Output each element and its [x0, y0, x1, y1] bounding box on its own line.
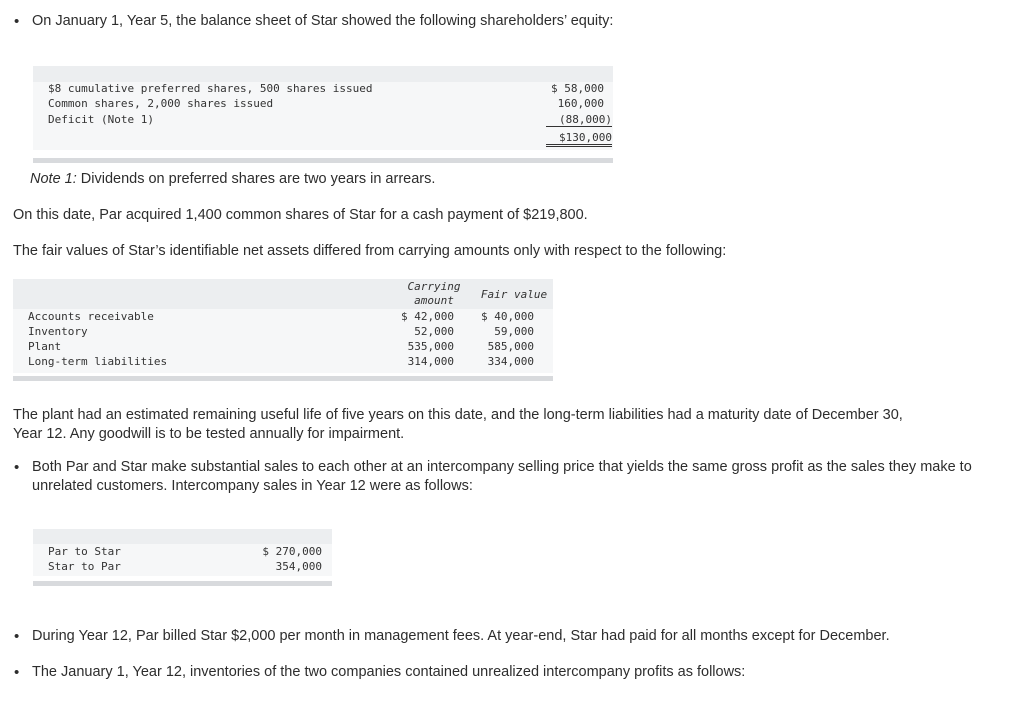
fair-value-intro: The fair values of Star’s identifiable net assets differed from carrying amounts only with respect to the following:	[13, 243, 727, 259]
inventory-bullet	[14, 663, 982, 682]
fv-fair: 334,000	[487, 355, 534, 368]
table-bottom-bar	[33, 581, 332, 586]
carrying-header-2: amount	[414, 294, 454, 307]
fv-fair: $ 40,000	[481, 310, 534, 323]
fv-row-label: Accounts receivable	[28, 310, 154, 323]
fv-row-label: Long-term liabilities	[28, 355, 168, 368]
sales-row-label: Par to Star	[48, 545, 121, 558]
intro-bullet	[14, 12, 992, 31]
note-label: Note 1:	[30, 171, 77, 187]
fv-fair: 585,000	[487, 340, 534, 353]
equity-total: $130,000	[546, 131, 612, 147]
carrying-header-1: Carrying	[407, 280, 461, 293]
table-header-band	[33, 529, 332, 544]
fv-row-label: Plant	[28, 340, 62, 353]
bullet-dot: •	[14, 459, 20, 476]
equity-row-amount: 160,000	[557, 97, 604, 110]
intro-text: On January 1, Year 5, the balance sheet of Star showed the following shareholders’ equity:	[32, 13, 614, 29]
fv-fair: 59,000	[494, 325, 534, 338]
inventory-text: The January 1, Year 12, inventories of the two companies contained unrealized intercompany profits as follows:	[32, 664, 746, 680]
sales-row-amount: 354,000	[275, 560, 322, 573]
sales-row-amount: $ 270,000	[262, 545, 322, 558]
fv-carrying: 314,000	[407, 355, 454, 368]
table-header-band	[33, 66, 613, 82]
sales-bullet	[14, 458, 982, 496]
equity-row-label: Deficit (Note 1)	[48, 113, 154, 126]
fees-text: During Year 12, Par billed Star $2,000 per month in management fees. At year-end, Star had paid for all months except for December.	[32, 628, 890, 644]
fv-row-label: Inventory	[28, 325, 88, 338]
table-bottom-bar	[13, 376, 553, 381]
bullet-dot: •	[14, 13, 20, 30]
note-body: Dividends on preferred shares are two years in arrears.	[76, 171, 436, 187]
table-header-band	[13, 279, 553, 309]
fair-value-header: Fair value	[480, 288, 548, 301]
equity-row-amount: (88,000)	[546, 113, 612, 127]
sales-row-label: Star to Par	[48, 560, 121, 573]
sales-text: Both Par and Star make substantial sales to each other at an intercompany selling price that yields the same gross profit as the sales they make to unrelated customers. Intercompany sales in Year 12 were as follows:	[32, 459, 972, 494]
table-bottom-bar	[33, 158, 613, 163]
fv-carrying: 52,000	[414, 325, 454, 338]
equity-row-label: $8 cumulative preferred shares, 500 shares issued	[48, 82, 373, 95]
plant-text: The plant had an estimated remaining useful life of five years on this date, and the long-term liabilities had a maturity date of December 30, Year 12. Any goodwill is to be tested annually for impairment.	[13, 407, 903, 442]
bullet-dot: •	[14, 664, 20, 681]
fv-carrying: $ 42,000	[401, 310, 454, 323]
equity-row-amount: $ 58,000	[551, 82, 604, 95]
acquisition-text: On this date, Par acquired 1,400 common shares of Star for a cash payment of $219,800.	[13, 207, 588, 223]
fees-bullet	[14, 627, 912, 646]
equity-row-label: Common shares, 2,000 shares issued	[48, 97, 274, 110]
fv-carrying: 535,000	[407, 340, 454, 353]
bullet-dot: •	[14, 628, 20, 645]
note-text	[30, 170, 435, 189]
